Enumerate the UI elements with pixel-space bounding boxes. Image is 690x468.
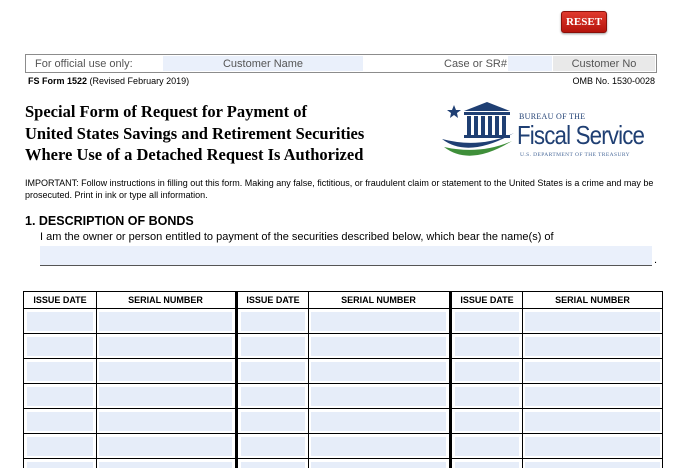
form-revision: (Revised February 2019) bbox=[89, 76, 190, 86]
serial-number-header: SERIAL NUMBER bbox=[96, 292, 235, 309]
official-use-label: For official use only: bbox=[35, 58, 133, 70]
period-mark: . bbox=[654, 254, 658, 266]
issue-date-input[interactable] bbox=[455, 387, 519, 406]
serial-number-input[interactable] bbox=[311, 312, 446, 331]
section-1-text: I am the owner or person entitled to payment of the securities described below, which bear the name(s) of bbox=[40, 231, 554, 243]
serial-number-input[interactable] bbox=[525, 312, 660, 331]
title-line-3: Where Use of a Detached Request Is Authorized bbox=[25, 145, 364, 164]
serial-number-input[interactable] bbox=[311, 337, 446, 356]
official-use-bar bbox=[25, 54, 657, 73]
issue-date-input[interactable] bbox=[241, 362, 305, 381]
serial-number-input[interactable] bbox=[311, 437, 446, 456]
treasury-building-icon bbox=[440, 97, 518, 163]
issue-date-input[interactable] bbox=[455, 462, 519, 468]
issue-date-header: ISSUE DATE bbox=[238, 292, 308, 309]
serial-number-input[interactable] bbox=[525, 337, 660, 356]
serial-number-input[interactable] bbox=[525, 362, 660, 381]
issue-date-header: ISSUE DATE bbox=[452, 292, 522, 309]
issue-date-input[interactable] bbox=[455, 337, 519, 356]
serial-number-input[interactable] bbox=[311, 387, 446, 406]
bond-group-2 bbox=[238, 292, 449, 468]
issue-date-input[interactable] bbox=[455, 312, 519, 331]
issue-date-input[interactable] bbox=[241, 337, 305, 356]
customer-no-field[interactable]: Customer No bbox=[553, 56, 655, 71]
serial-number-input[interactable] bbox=[525, 412, 660, 431]
serial-number-input[interactable] bbox=[525, 387, 660, 406]
serial-number-input[interactable] bbox=[99, 337, 232, 356]
important-notice: IMPORTANT: Follow instructions in filling out this form. Making any false, fictitious, or fraudulent claim or statement to the United States is a crime and may be prosecuted. Print in ink or type all information. bbox=[25, 178, 654, 200]
serial-number-input[interactable] bbox=[311, 462, 446, 468]
serial-number-input[interactable] bbox=[311, 412, 446, 431]
form-title bbox=[25, 101, 435, 166]
logo-dept-text: U.S. DEPARTMENT OF THE TREASURY bbox=[520, 152, 630, 158]
serial-number-input[interactable] bbox=[99, 362, 232, 381]
column-divider bbox=[308, 292, 309, 468]
title-line-1: Special Form of Request for Payment of bbox=[25, 102, 307, 121]
bond-group-3 bbox=[452, 292, 663, 468]
fiscal-service-logo bbox=[440, 97, 655, 163]
issue-date-input[interactable] bbox=[27, 362, 93, 381]
issue-date-input[interactable] bbox=[27, 337, 93, 356]
case-sr-field[interactable] bbox=[508, 56, 552, 71]
reset-button[interactable]: RESET bbox=[561, 11, 607, 33]
serial-number-input[interactable] bbox=[99, 437, 232, 456]
serial-number-input[interactable] bbox=[525, 437, 660, 456]
section-1-title: 1. DESCRIPTION OF BONDS bbox=[25, 214, 194, 228]
logo-fiscal-text: Fiscal Service bbox=[517, 120, 645, 150]
case-sr-label: Case or SR# bbox=[444, 58, 507, 70]
issue-date-input[interactable] bbox=[27, 437, 93, 456]
issue-date-header: ISSUE DATE bbox=[24, 292, 96, 309]
column-divider bbox=[96, 292, 97, 468]
form-id bbox=[28, 76, 189, 86]
issue-date-input[interactable] bbox=[241, 312, 305, 331]
logo-bureau-text: BUREAU OF THE bbox=[519, 112, 586, 121]
bonds-table bbox=[23, 291, 663, 468]
form-number: FS Form 1522 bbox=[28, 76, 88, 86]
serial-number-input[interactable] bbox=[99, 312, 232, 331]
serial-number-input[interactable] bbox=[99, 387, 232, 406]
issue-date-input[interactable] bbox=[27, 312, 93, 331]
bond-names-field[interactable] bbox=[40, 246, 652, 266]
issue-date-input[interactable] bbox=[241, 462, 305, 468]
serial-number-header: SERIAL NUMBER bbox=[308, 292, 449, 309]
serial-number-input[interactable] bbox=[311, 362, 446, 381]
serial-number-input[interactable] bbox=[99, 462, 232, 468]
omb-number: OMB No. 1530-0028 bbox=[572, 76, 655, 86]
issue-date-input[interactable] bbox=[241, 387, 305, 406]
issue-date-input[interactable] bbox=[241, 412, 305, 431]
title-line-2: United States Savings and Retirement Securities bbox=[25, 123, 365, 143]
issue-date-input[interactable] bbox=[27, 412, 93, 431]
bond-group-1 bbox=[24, 292, 235, 468]
column-divider bbox=[522, 292, 523, 468]
serial-number-header: SERIAL NUMBER bbox=[522, 292, 663, 309]
customer-name-field[interactable]: Customer Name bbox=[163, 56, 363, 71]
issue-date-input[interactable] bbox=[455, 412, 519, 431]
serial-number-input[interactable] bbox=[525, 462, 660, 468]
issue-date-input[interactable] bbox=[241, 437, 305, 456]
serial-number-input[interactable] bbox=[99, 412, 232, 431]
issue-date-input[interactable] bbox=[27, 462, 93, 468]
issue-date-input[interactable] bbox=[455, 437, 519, 456]
issue-date-input[interactable] bbox=[455, 362, 519, 381]
issue-date-input[interactable] bbox=[27, 387, 93, 406]
